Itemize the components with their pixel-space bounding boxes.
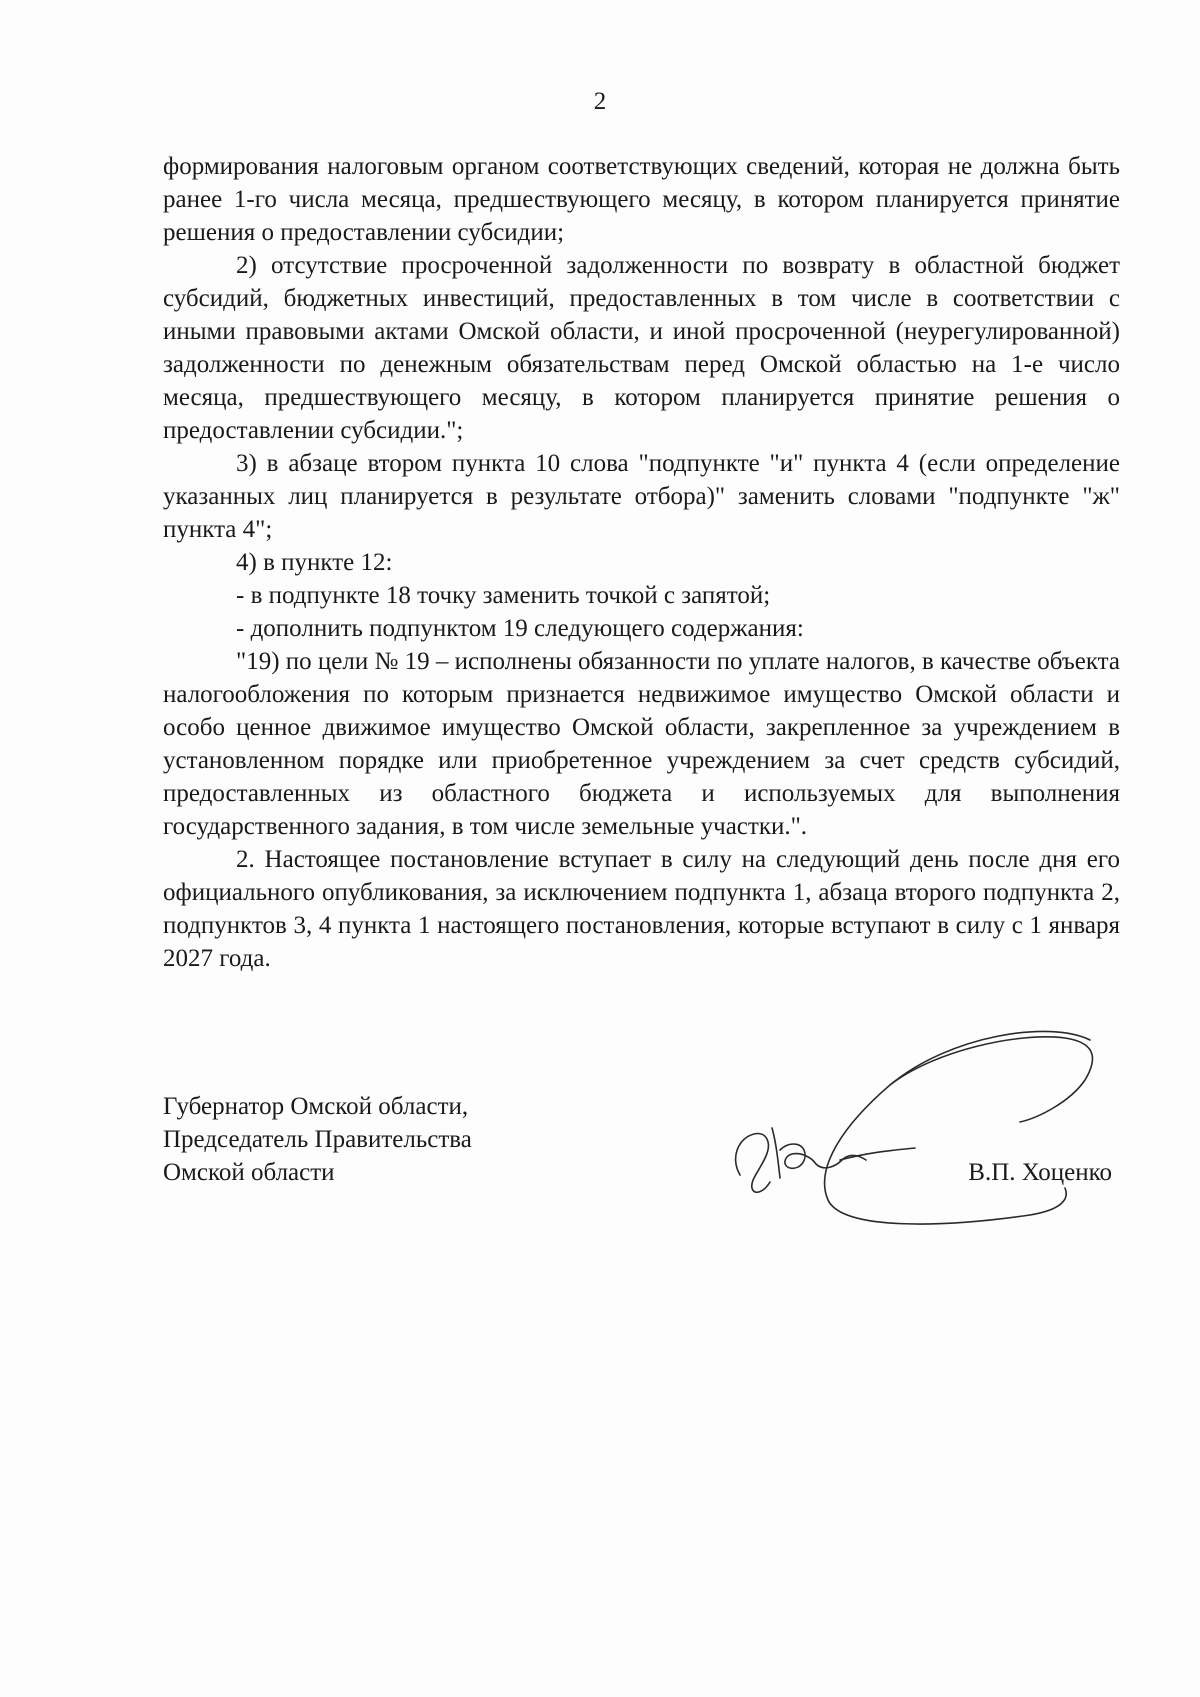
- paragraph: формирования налоговым органом соответствующих сведений, которая не должна быть ранее 1-го числа месяца, предшествующего месяцу, в котором планируется принятие решения о предоставлении субсидии;: [163, 153, 1120, 246]
- signer-title-line: Омской области: [163, 1159, 335, 1186]
- paragraph: 2. Настоящее постановление вступает в силу на следующий день после дня его официального опубликования, за исключением подпункта 1, абзаца второго подпункта 2, подпунктов 3, 4 пункта 1 настоящего постановления, которые вступают в силу с 1 января 2027 года.: [163, 846, 1120, 972]
- paragraph: - дополнить подпунктом 19 следующего содержания:: [236, 615, 804, 642]
- paragraph: 2) отсутствие просроченной задолженности по возврату в областной бюджет субсидий, бюджетных инвестиций, предоставленных в том числе в соответствии с иными правовыми актами Омской области, и иной просроченной (неурегулированной) задолженности по денежным обязательствам перед Омской областью на 1-е число месяца, предшествующего месяцу, в котором планируется принятие решения о предоставлении субсидии.";: [163, 252, 1120, 444]
- signer-name: В.П. Хоценко: [968, 1159, 1112, 1186]
- signature-block: [163, 1090, 1120, 1250]
- document-body: [163, 150, 1120, 975]
- paragraph: 4) в пункте 12:: [236, 549, 393, 576]
- signer-title: [163, 1090, 583, 1189]
- page-number: 2: [593, 88, 607, 115]
- paragraph: "19) по цели № 19 – исполнены обязанности по уплате налогов, в качестве объекта налогообложения по которым признается недвижимое имущество Омской области и особо ценное движимое имущество Омской области, закрепленное за учреждением в установленном порядке или приобретенное учреждением за счет средств субсидий, предоставленных из областного бюджета и используемых для выполнения государственного задания, в том числе земельные участки.".: [163, 648, 1120, 840]
- signer-title-line: Председатель Правительства: [163, 1126, 472, 1153]
- signer-title-line: Губернатор Омской области,: [163, 1093, 469, 1120]
- paragraph: - в подпункте 18 точку заменить точкой с запятой;: [236, 582, 771, 609]
- paragraph: 3) в абзаце втором пункта 10 слова "подпункте "и" пункта 4 (если определение указанных лиц планируется в результате отбора)" заменить словами "подпункте "ж" пункта 4";: [163, 450, 1120, 543]
